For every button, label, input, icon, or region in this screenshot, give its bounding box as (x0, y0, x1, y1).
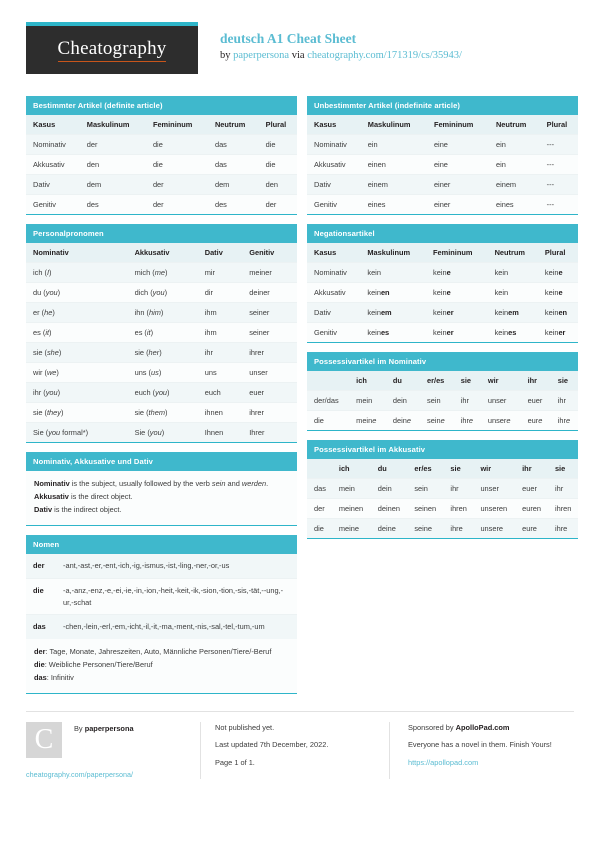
table-cell: ihren (554, 504, 572, 513)
table-row (26, 323, 297, 343)
table-cell: ich (I) (33, 268, 52, 277)
table-cell: ihm (204, 328, 217, 337)
table-cell: euch (204, 388, 221, 397)
block-nomen (26, 535, 297, 694)
table-cell: meine (356, 416, 377, 425)
table-cell: ihre (460, 416, 474, 425)
table-cell: einem (367, 180, 388, 189)
table-cell: deine (377, 524, 396, 533)
table-cell: keinen (367, 288, 390, 297)
table-header-row (307, 243, 578, 263)
table-row (26, 155, 297, 175)
table-cell: deine (392, 416, 411, 425)
table-cell: keines (367, 328, 390, 337)
table-cell: ihm (204, 308, 217, 317)
left-column (26, 96, 297, 703)
table-cell: ein (495, 140, 506, 149)
column-header: Plural (544, 248, 566, 257)
table-cell: eines (495, 200, 514, 209)
table-cell: seiner (249, 328, 270, 337)
block-title: Personalpronomen (26, 224, 297, 243)
table-row (26, 195, 297, 215)
column-header: Femininum (152, 120, 193, 129)
column-header: Nominativ (33, 248, 69, 257)
column-header: Kasus (33, 120, 56, 129)
possessiv-akkusativ-table (307, 459, 578, 538)
footer-sponsor-col (398, 722, 574, 779)
column-header: Plural (265, 120, 287, 129)
block-negationsartikel (307, 224, 578, 343)
table-row (26, 263, 297, 283)
column-header: Femininum (433, 248, 473, 257)
block-title: Nomen (26, 535, 297, 554)
table-body (307, 371, 578, 430)
block-possessiv-nominativ (307, 352, 578, 431)
table-cell: die (152, 160, 163, 169)
block-title: Nominativ, Akkusative und Dativ (26, 452, 297, 471)
table-header-row (26, 115, 297, 135)
table-cell: seine (414, 524, 433, 533)
footer-author-col (26, 722, 192, 779)
nomen-notes (26, 639, 297, 693)
table-cell: kein (494, 288, 509, 297)
block-personalpronomen (26, 224, 297, 443)
table-cell: uns (us) (134, 368, 162, 377)
table-cell: des (214, 200, 227, 209)
table-cell: keine (433, 288, 451, 297)
table-cell: dich (you) (134, 288, 168, 297)
gender-label: der (33, 560, 45, 570)
case-note: Akkusativ is the direct object. (34, 491, 133, 501)
column-header: Maskulinum (86, 120, 130, 129)
table-cell: keinem (367, 308, 392, 317)
footer-divider-2 (389, 722, 390, 779)
byline-prefix: by (220, 50, 234, 61)
table-cell: Nominativ (33, 140, 66, 149)
column-header: er/es (427, 376, 445, 385)
negationsartikel-table (307, 243, 578, 342)
table-cell: er (he) (33, 308, 55, 317)
table-row (26, 554, 297, 578)
block-title: Possessivartikel im Akkusativ (307, 440, 578, 459)
table-row (26, 403, 297, 423)
footer-author-link[interactable]: cheatography.com/paperpersona/ (26, 770, 133, 780)
table-cell: ihr (you) (33, 388, 61, 397)
sponsor-line (408, 722, 574, 733)
table-cell: es (it) (33, 328, 52, 337)
block-cases-note (26, 452, 297, 526)
table-cell: meiner (249, 268, 272, 277)
table-body (307, 115, 578, 214)
column-header: Dativ (204, 248, 223, 257)
table-cell: kein (367, 268, 381, 277)
table-row (26, 363, 297, 383)
table-body (307, 459, 578, 538)
table-row (307, 519, 578, 539)
table-cell: keinen (544, 308, 568, 317)
column-header: du (392, 376, 402, 385)
table-cell: den (265, 180, 278, 189)
column-header: ihr (522, 464, 532, 473)
footer-divider-1 (200, 722, 201, 779)
block-title: Bestimmter Artikel (definite article) (26, 96, 297, 115)
table-cell: Sie (you formal*) (33, 428, 89, 437)
table-cell: es (it) (134, 328, 154, 337)
table-cell: der/das (314, 396, 339, 405)
table-cell: ihrer (249, 348, 265, 357)
table-row (26, 423, 297, 443)
table-cell: mich (me) (134, 268, 168, 277)
title-area (198, 22, 462, 61)
table-cell: eine (433, 140, 448, 149)
table-cell: eure (522, 524, 537, 533)
table-cell: ein (495, 160, 506, 169)
column-header: wir (480, 464, 492, 473)
column-header: du (377, 464, 387, 473)
cheatography-logo[interactable] (26, 22, 198, 74)
table-cell: euren (522, 504, 542, 513)
table-cell: keiner (433, 328, 454, 337)
nomen-note: die: Weibliche Personen/Tiere/Beruf (34, 660, 153, 670)
table-row (26, 383, 297, 403)
column-header (307, 371, 349, 391)
content-columns (26, 96, 574, 703)
block-title: Unbestimmter Artikel (indefinite article) (307, 96, 578, 115)
table-cell: ihr (557, 396, 566, 405)
table-cell: Akkusativ (33, 160, 65, 169)
sponsor-tagline: Everyone has a novel in them. Finish Yours! (408, 740, 552, 750)
column-header (307, 459, 332, 479)
table-cell: euer (522, 484, 537, 493)
table-cell: eure (527, 416, 543, 425)
table-cell: euer (527, 396, 543, 405)
table-row (307, 499, 578, 519)
table-cell: Genitiv (33, 200, 57, 209)
column-header: er/es (414, 464, 432, 473)
table-cell: eine (433, 160, 448, 169)
table-row (26, 615, 297, 639)
table-cell: unsere (480, 524, 504, 533)
table-cell: unser (480, 484, 499, 493)
column-header: sie (450, 464, 461, 473)
page-byline (220, 50, 462, 61)
block-definite-article (26, 96, 297, 215)
table-cell: ihre (450, 524, 463, 533)
page-footer (26, 711, 574, 779)
table-cell: sie (her) (134, 348, 162, 357)
table-cell: einen (367, 160, 386, 169)
table-cell: mir (204, 268, 215, 277)
table-cell: eines (367, 200, 386, 209)
column-header: sie (554, 464, 566, 473)
table-cell: Genitiv (314, 200, 338, 209)
gender-label: das (33, 622, 46, 632)
table-row (307, 195, 578, 215)
table-cell: --- (546, 160, 555, 169)
column-header: Plural (546, 120, 568, 129)
possessiv-nominativ-table (307, 371, 578, 430)
column-header: Akkusativ (134, 248, 170, 257)
table-cell: keiner (544, 328, 566, 337)
last-updated: Last updated 7th December, 2022. (215, 740, 329, 750)
block-possessiv-akkusativ (307, 440, 578, 539)
table-body (307, 243, 578, 342)
sponsor-name: ApolloPad.com (455, 723, 510, 733)
table-cell: ihrer (249, 408, 265, 417)
table-cell: sein (427, 396, 441, 405)
table-cell: der (265, 200, 277, 209)
table-cell: seiner (249, 308, 270, 317)
table-cell: die (265, 140, 276, 149)
table-cell: dem (214, 180, 230, 189)
table-row (307, 411, 578, 431)
table-cell: den (86, 160, 100, 169)
table-row (26, 303, 297, 323)
column-header: Maskulinum (367, 248, 411, 257)
table-header-row (307, 371, 578, 391)
table-row (307, 283, 578, 303)
logo-text: Cheatography (58, 38, 167, 62)
suffix-list: -a,-anz,-enz,-e,-ei,-ie,-in,-ion,-heit,-keit,-ik,-sion,-tion,-sis,-tät,--ung,-ur,-schat (63, 585, 284, 607)
page-number: Page 1 of 1. (215, 757, 255, 767)
column-header: Femininum (433, 120, 474, 129)
table-cell: Akkusativ (314, 160, 346, 169)
suffix-list: -chen,-lein,-erl,-em,-icht,-il,-it,-ma,-ment,-nis,-sal,-tel,-tum,-um (63, 622, 265, 632)
table-cell: keiner (433, 308, 454, 317)
table-cell: uns (204, 368, 217, 377)
table-cell: Nominativ (314, 140, 347, 149)
table-row (307, 323, 578, 343)
table-cell: keinem (494, 308, 519, 317)
table-row (307, 479, 578, 499)
table-row (307, 303, 578, 323)
footer-author-name: paperpersona (84, 724, 134, 734)
table-cell: Dativ (33, 180, 50, 189)
column-header: Neutrum (495, 120, 527, 129)
sponsor-prefix: Sponsored by (408, 723, 456, 733)
footer-byline (62, 722, 134, 733)
table-row (26, 343, 297, 363)
table-cell: ihren (450, 504, 467, 513)
gender-label: die (33, 585, 44, 595)
table-cell: keine (433, 268, 451, 277)
column-header: Kasus (314, 120, 337, 129)
table-body (26, 554, 297, 639)
table-cell: ihr (450, 484, 459, 493)
logo-box (26, 26, 198, 74)
table-cell: euer (249, 388, 265, 397)
nomen-note: das: Infinitiv (34, 673, 74, 683)
table-cell: Nominativ (314, 268, 347, 277)
table-header-row (307, 459, 578, 479)
sponsor-link[interactable]: https://apollopad.com (408, 757, 479, 767)
column-header: sie (460, 376, 471, 385)
page-title: deutsch A1 Cheat Sheet (220, 31, 357, 46)
table-cell: der (314, 504, 325, 513)
case-note: Dativ is the indirect object. (34, 504, 122, 514)
table-cell: des (86, 200, 99, 209)
table-header-row (26, 243, 297, 263)
table-cell: einem (495, 180, 517, 189)
table-cell: ihr (554, 484, 564, 493)
table-row (307, 263, 578, 283)
nomen-note: der: Tage, Monate, Jahreszeiten, Auto, Männliche Personen/Tiere/-Beruf (34, 647, 272, 657)
personalpronomen-table (26, 243, 297, 442)
table-cell: Dativ (314, 180, 331, 189)
table-row (307, 175, 578, 195)
column-header: ihr (527, 376, 538, 385)
author-link[interactable]: paperpersona (233, 50, 290, 61)
table-cell: seine (427, 416, 445, 425)
table-cell: sein (414, 484, 428, 493)
column-header: Neutrum (214, 120, 246, 129)
page-header (26, 22, 574, 84)
table-cell: ihre (557, 416, 571, 425)
table-cell: sie (they) (33, 408, 64, 417)
table-cell: dein (377, 484, 392, 493)
table-cell: Genitiv (314, 328, 338, 337)
table-row (307, 391, 578, 411)
table-cell: deinen (377, 504, 400, 513)
column-header: Neutrum (494, 248, 525, 257)
publish-status: Not published yet. (215, 723, 275, 733)
table-cell: dein (392, 396, 407, 405)
block-title: Possessivartikel im Nominativ (307, 352, 578, 371)
table-cell: Sie (you) (134, 428, 165, 437)
table-cell: meine (338, 524, 360, 533)
column-header: Maskulinum (367, 120, 411, 129)
column-header: ich (338, 464, 350, 473)
column-header: wir (487, 376, 499, 385)
block-title: Negationsartikel (307, 224, 578, 243)
table-cell: das (314, 484, 326, 493)
table-cell: euch (you) (134, 388, 170, 397)
table-cell: --- (546, 180, 555, 189)
table-row (307, 135, 578, 155)
block-indefinite-article (307, 96, 578, 215)
table-cell: dir (204, 288, 213, 297)
table-cell: die (314, 524, 324, 533)
table-cell: unser (249, 368, 268, 377)
table-cell: dem (86, 180, 102, 189)
table-row (26, 283, 297, 303)
footer-author-row (26, 722, 192, 758)
definite-article-table (26, 115, 297, 214)
table-cell: ihnen (204, 408, 223, 417)
byline-via: via (289, 50, 308, 61)
table-cell: die (152, 140, 163, 149)
table-row (26, 578, 297, 615)
table-cell: der (152, 180, 164, 189)
table-cell: --- (546, 140, 555, 149)
nomen-table (26, 554, 297, 639)
table-cell: Ihrer (249, 428, 265, 437)
table-row (307, 155, 578, 175)
column-header: ich (356, 376, 367, 385)
table-body (26, 243, 297, 442)
right-column (307, 96, 578, 703)
table-body (26, 115, 297, 214)
case-note: Nominativ is the subject, usually followed by the verb sein and werden. (34, 479, 269, 488)
source-url-link[interactable]: cheatography.com/171319/cs/35943/ (307, 50, 462, 61)
table-cell: Dativ (314, 308, 331, 317)
table-cell: das (214, 140, 227, 149)
table-cell: --- (546, 200, 555, 209)
avatar: C (26, 722, 62, 758)
table-cell: mein (338, 484, 355, 493)
table-cell: Akkusativ (314, 288, 346, 297)
table-header-row (307, 115, 578, 135)
table-cell: einer (433, 180, 451, 189)
table-cell: ihr (460, 396, 469, 405)
table-cell: das (214, 160, 227, 169)
table-cell: die (265, 160, 276, 169)
table-cell: kein (494, 268, 509, 277)
footer-status-col (209, 722, 381, 779)
table-cell: ein (367, 140, 378, 149)
table-cell: Ihnen (204, 428, 224, 437)
suffix-list: -ant,-ast,-er,-ent,-ich,-ig,-ismus,-ist,-ling,-ner,-or,-us (63, 560, 230, 570)
table-cell: keine (544, 288, 563, 297)
footer-by-prefix: By (74, 724, 85, 734)
table-cell: meinen (338, 504, 364, 513)
column-header: sie (557, 376, 569, 385)
table-cell: mein (356, 396, 373, 405)
indefinite-article-table (307, 115, 578, 214)
column-header: Kasus (314, 248, 337, 257)
table-cell: der (86, 140, 98, 149)
table-cell: der (152, 200, 164, 209)
table-cell: unsere (487, 416, 511, 425)
table-cell: deiner (249, 288, 270, 297)
table-cell: ihr (204, 348, 213, 357)
table-cell: sie (them) (134, 408, 168, 417)
table-cell: einer (433, 200, 451, 209)
table-cell: ihre (554, 524, 568, 533)
table-row (26, 135, 297, 155)
table-cell: keines (494, 328, 517, 337)
cases-note-text (26, 471, 297, 525)
table-cell: unseren (480, 504, 508, 513)
table-cell: unser (487, 396, 507, 405)
table-cell: ihn (him) (134, 308, 164, 317)
table-cell: sie (she) (33, 348, 62, 357)
table-cell: keine (544, 268, 563, 277)
table-cell: du (you) (33, 288, 61, 297)
table-cell: wir (we) (33, 368, 59, 377)
table-cell: seinen (414, 504, 437, 513)
table-row (26, 175, 297, 195)
column-header: Genitiv (249, 248, 275, 257)
table-cell: die (314, 416, 324, 425)
